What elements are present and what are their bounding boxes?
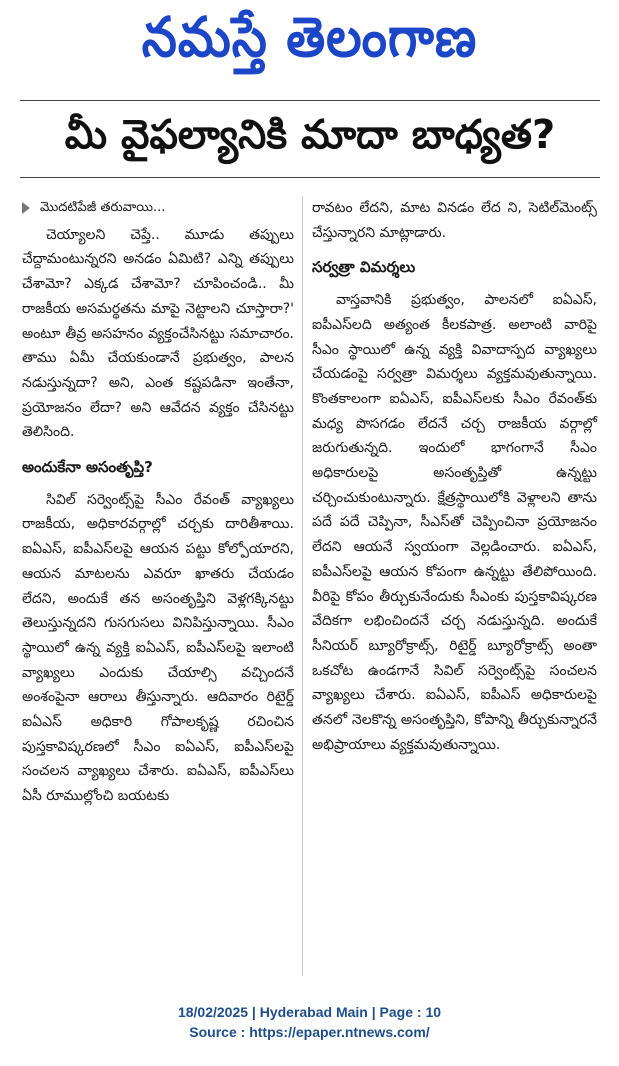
headline-bottom-rule bbox=[20, 177, 600, 178]
article-headline: మీ వైఫల్యానికి మాదా బాధ్యత? bbox=[64, 112, 556, 158]
newspaper-logo: నమస్తే తెలంగాణ bbox=[141, 4, 478, 69]
article-paragraph: సివిల్ సర్వెంట్స్‌పై సీఎం రేవంత్ వ్యాఖ్యలు రాజకీయ, అధికారవర్గాల్లో చర్చకు దారితీశాయి. ఐఏఎస్, ఐపీఎస్‌లపై ఆయన పట్టు కోల్పోయారని, ఆయన మాటలను ఎవరూ ఖాతరు చేయడం లేదని, అందుకే తన అసంతృప్తిని వెళ్లగక్కినట్టు తెలుస్తున్నదని గుసగుసలు వినిపిస్తున్నాయి. సీఎం స్థాయిలో ఉన్న వ్యక్తి ఐఏఎస్, ఐపీఎస్‌లపై ఇలాంటి వ్యాఖ్యలు ఎందుకు చేయాల్సి వచ్చిందనే అంశంపైనా ఆరాలు తీస్తున్నారు. ఆదివారం రిటైర్డ్ ఐఏఎస్ అధికారి గోపాలకృష్ణ రచించిన పుస్తకావిష్కరణలో సీఎం ఐఏఎస్, ఐపీఎస్‌లపై సంచలన వ్యాఖ్యలు చేశారు. ఐఏఎస్, ఐపీఎస్‌లు ఏసీ రూముల్లోంచి బయటకు bbox=[22, 491, 294, 805]
chevron-right-icon bbox=[22, 202, 30, 214]
masthead bbox=[0, 0, 619, 88]
article-paragraph: రావటం లేదని, మాట వినడం లేద ని, సెటిల్‌మెంట్స్ చేస్తున్నారని మాట్లాడారు. bbox=[312, 200, 597, 241]
section-subheading: సర్వత్రా విమర్శలు bbox=[312, 258, 416, 277]
edition-info: 18/02/2025 | Hyderabad Main | Page : 10 bbox=[177, 1004, 442, 1020]
section-subheading: అందుకేనా అసంతృప్తి? bbox=[22, 458, 153, 477]
source-link[interactable]: Source : https://epaper.ntnews.com/ bbox=[189, 1024, 430, 1040]
article-paragraph: చెయ్యాలని చెప్తే.. మూడు తప్పులు చేద్దామంటున్నరని అనడం ఏమిటి? ఎన్ని తప్పులు చేశామో? ఎక్కడ చేశామో? చూపించండి.. మీ రాజకీయ అసమర్థతను మాపై నెట్టాలని చూస్తారా?' అంటూ తీవ్ర అసహనం వ్యక్తంచేసినట్టు సమాచారం. తాము ఏమీ చేయకుండానే ప్రభుత్వం, పాలన నడుస్తున్నదా? అని, ఎంత కష్టపడినా ఇంతేనా, ప్రయోజనం లేదా? అని ఆవేదన వ్యక్తం చేసినట్టు తెలిసింది. bbox=[22, 226, 294, 441]
continued-from-front-page bbox=[22, 196, 294, 221]
headline-top-rule bbox=[20, 100, 600, 101]
page-footer bbox=[0, 1002, 619, 1042]
continued-label: మొదటిపేజీ తరువాయి... bbox=[40, 200, 166, 215]
column-divider bbox=[302, 196, 303, 976]
article-paragraph: వాస్తవానికి ప్రభుత్వం, పాలనలో ఐఏఎస్, ఐపీఎస్‌లది అత్యంత కీలకపాత్ర. అలాంటి వారిపై సీఎం స్థాయిలో ఉన్న వ్యక్తి వివాదాస్పద వ్యాఖ్యలు చేయడంపై సర్వత్రా విమర్శలు వ్యక్తమవుతున్నాయి. కొంతకాలంగా ఐఏఎస్, ఐపీఎస్‌లకు సీఎం రేవంత్‌కు మధ్య పొసగడం లేదనే చర్చ రాజకీయ వర్గాల్లో జరుగుతున్నది. ఇందులో భాగంగానే సీఎం అధికారులపై అసంతృప్తితో ఉన్నట్టు చర్చించుకుంటున్నారు. క్షేత్రస్థాయిలోకి వెళ్లాలని తాను పదే పదే చెప్పినా, సీఎస్‌తో చెప్పించినా ప్రయోజనం లేదని ఆయనే స్వయంగా వెల్లడించారు. ఐఏఎస్, ఐపీఎస్‌లపై ఆయన కోపంగా ఉన్నట్టు తేలిపోయింది. వీరిపై కోపం తీర్చుకునేందుకు సీఎంకు పుస్తకావిష్కరణ వేదికగా లభించిందనే చర్చ నడుస్తున్నది. అందుకే సీనియర్ బ్యూరోక్రాట్స్, రిటైర్డ్ బ్యూరోక్రాట్స్ అంతా ఒకచోట ఉండగానే సివిల్ సర్వెంట్స్‌పై సంచలన వ్యాఖ్యలు చేశారు. ఐఏఎస్, ఐపీఎస్ అధికారులపై తనలో నెలకొన్న అసంతృప్తిని, కోపాన్ని తీర్చుకున్నారనే అభిప్రాయాలు వ్యక్తమవుతున్నాయి. bbox=[312, 292, 597, 753]
article-column-left bbox=[22, 196, 294, 809]
article-column-right bbox=[312, 196, 597, 757]
